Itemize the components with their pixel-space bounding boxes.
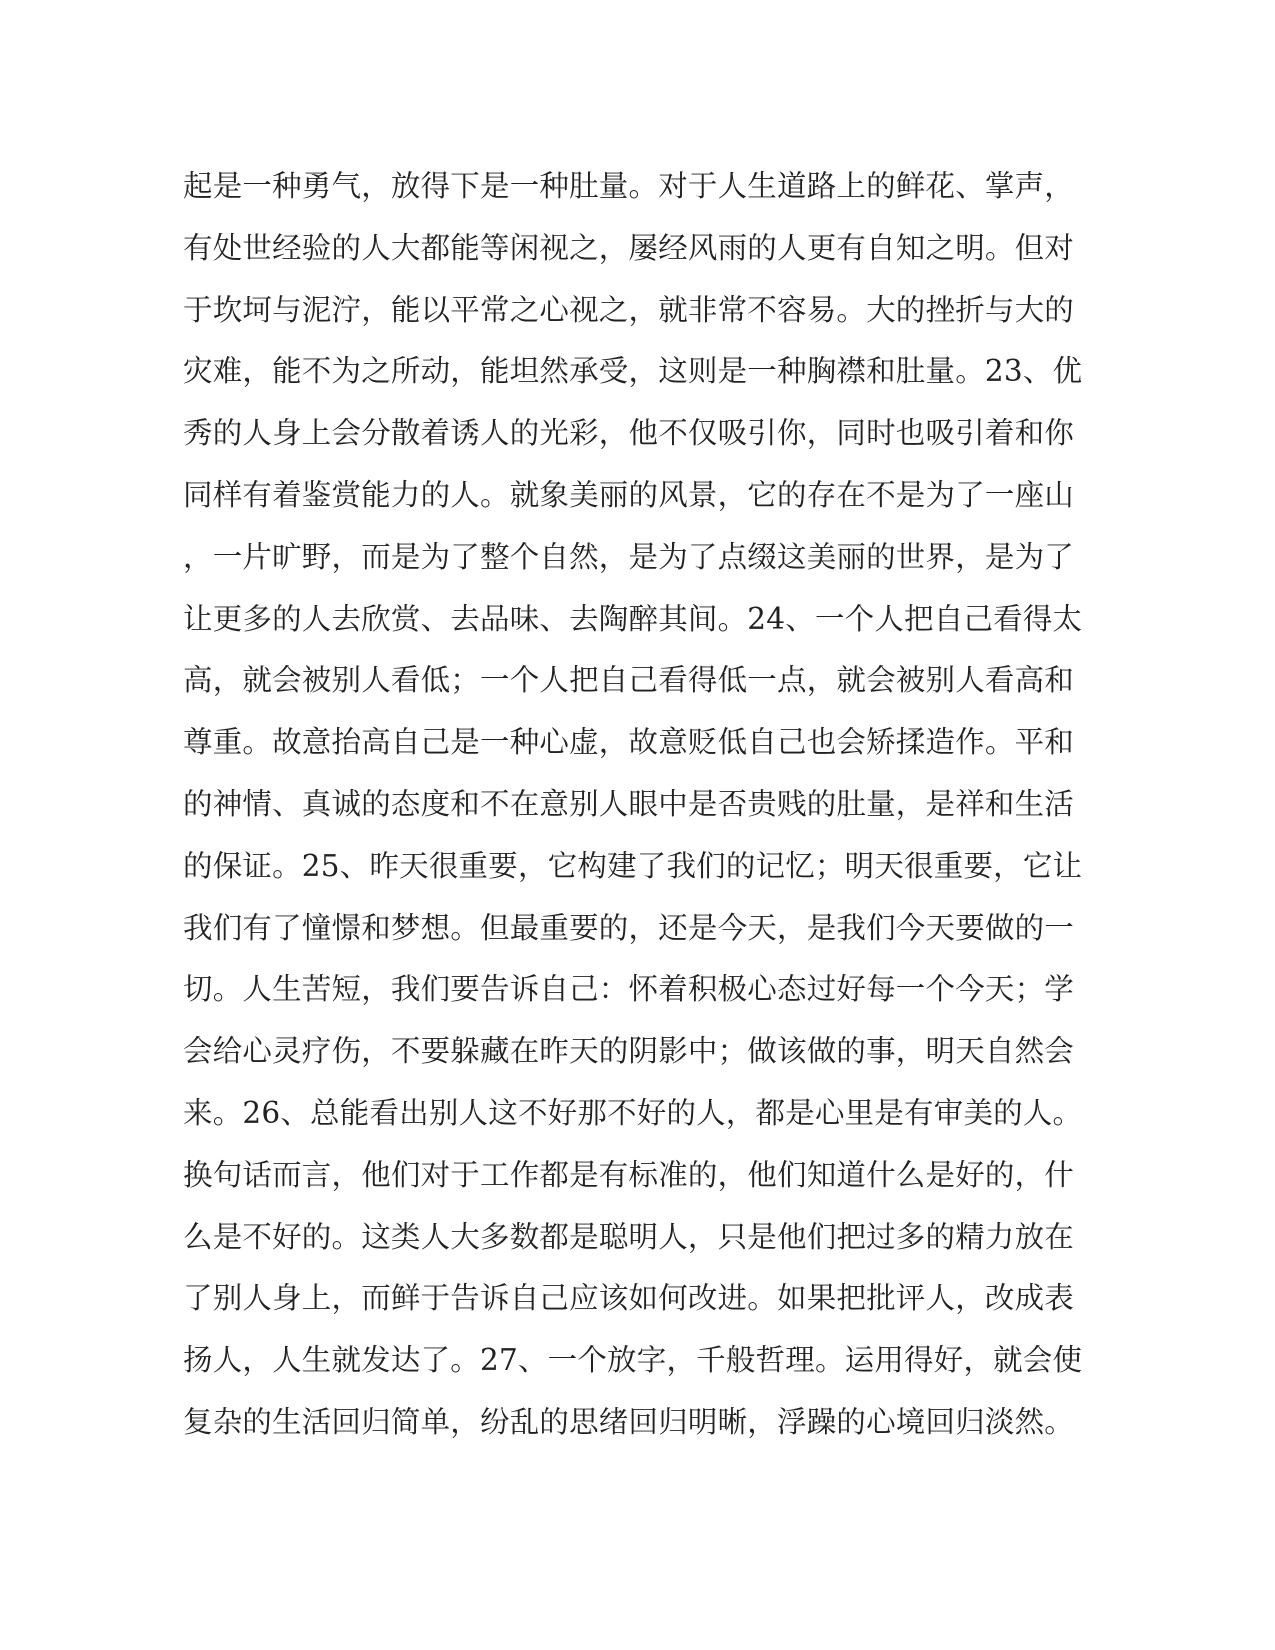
text-line: 换句话而言，他们对于工作都是有标准的，他们知道什么是好的，什 <box>183 1157 1075 1192</box>
text-line: 有处世经验的人大都能等闲视之，屡经风雨的人更有自知之明。但对 <box>183 230 1075 265</box>
text-line: ，一片旷野，而是为了整个自然，是为了点缀这美丽的世界，是为了 <box>183 539 1075 574</box>
text-line: 尊重。故意抬高自己是一种心虚，故意贬低自己也会矫揉造作。平和 <box>183 725 1075 760</box>
text-line: 么是不好的。这类人大多数都是聪明人，只是他们把过多的精力放在 <box>183 1219 1075 1254</box>
text-line: 我们有了憧憬和梦想。但最重要的，还是今天，是我们今天要做的一 <box>183 910 1075 945</box>
text-line: 的保证。25、昨天很重要，它构建了我们的记忆；明天很重要，它让 <box>183 848 1083 883</box>
text-line: 的神情、真诚的态度和不在意别人眼中是否贵贱的肚量，是祥和生活 <box>183 786 1075 821</box>
body-text <box>183 160 1083 1458</box>
text-line: 了别人身上，而鲜于告诉自己应该如何改进。如果把批评人，改成表 <box>183 1281 1075 1316</box>
text-line: 会给心灵疗伤，不要躲藏在昨天的阴影中；做该做的事，明天自然会 <box>183 1034 1075 1069</box>
text-line: 来。26、总能看出别人这不好那不好的人，都是心里是有审美的人。 <box>183 1095 1083 1130</box>
text-line: 起是一种勇气，放得下是一种肚量。对于人生道路上的鲜花、掌声， <box>183 169 1075 203</box>
text-line: 于坎坷与泥泞，能以平常之心视之，就非常不容易。大的挫折与大的 <box>183 292 1075 327</box>
text-line: 复杂的生活回归简单，纷乱的思绪回归明晰，浮躁的心境回归淡然。 <box>183 1404 1075 1439</box>
text-line: 扬人，人生就发达了。27、一个放字，千般哲理。运用得好，就会使 <box>183 1343 1083 1378</box>
text-line: 切。人生苦短，我们要告诉自己：怀着积极心态过好每一个今天；学 <box>183 972 1075 1007</box>
text-line: 灾难，能不为之所动，能坦然承受，这则是一种胸襟和肚量。23、优 <box>183 354 1083 389</box>
text-line: 秀的人身上会分散着诱人的光彩，他不仅吸引你，同时也吸引着和你 <box>183 416 1075 451</box>
text-line: 高，就会被别人看低；一个人把自己看得低一点，就会被别人看高和 <box>183 663 1075 698</box>
text-line: 让更多的人去欣赏、去品味、去陶醉其间。24、一个人把自己看得太 <box>183 601 1083 636</box>
text-line: 同样有着鉴赏能力的人。就象美丽的风景，它的存在不是为了一座山 <box>183 477 1075 512</box>
